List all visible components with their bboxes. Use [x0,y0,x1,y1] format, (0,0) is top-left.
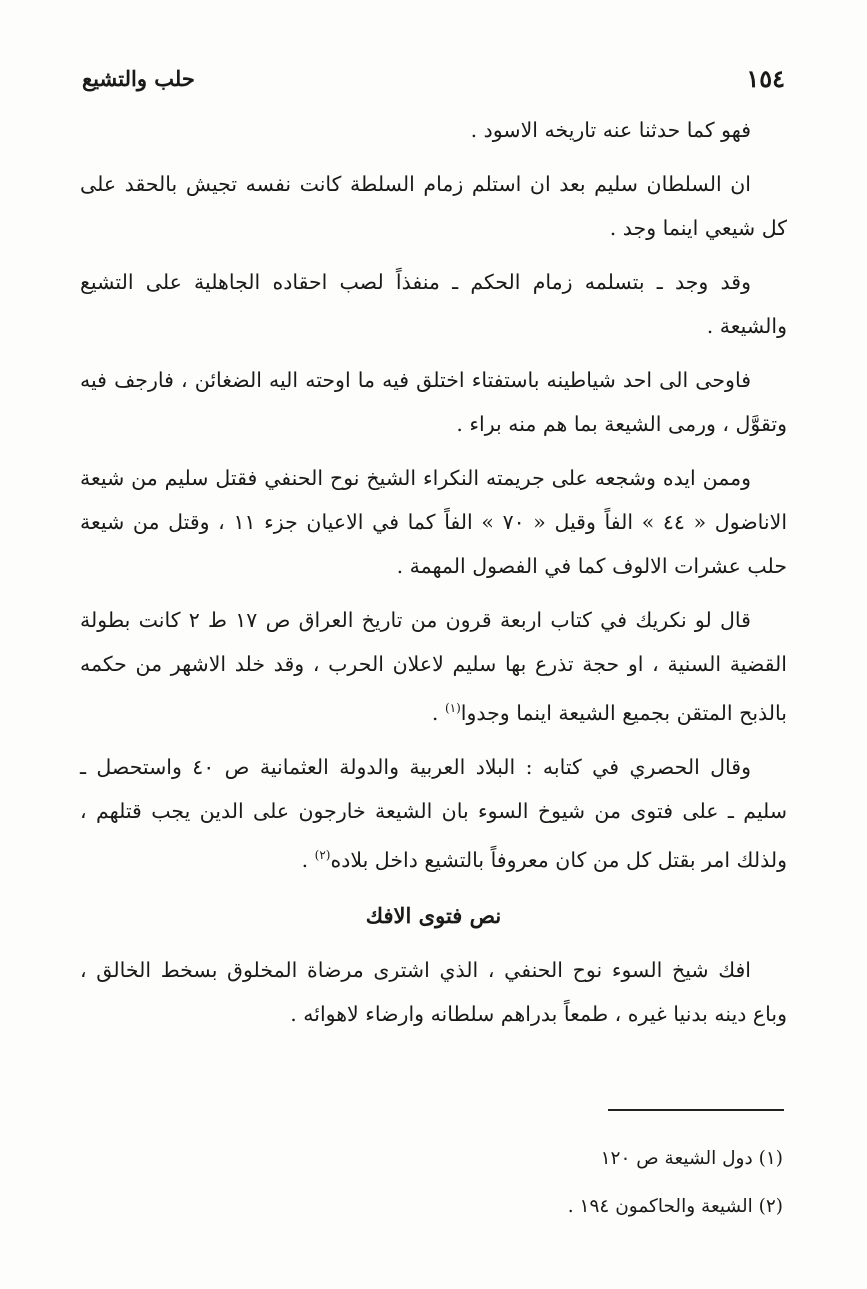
paragraph-3: وقد وجد ـ بتسلمه زمام الحكم ـ منفذاً لصب احقاده الجاهلية على التشيع والشيعة . [80,270,787,338]
footnote-mark-2: (٢) [314,847,331,862]
section-heading: نص فتوى الافك [365,902,502,928]
paragraph-2: ان السلطان سليم بعد ان استلم زمام السلطة كانت نفسه تجيش بالحقد على كل شيعي اينما وجد . [80,172,787,240]
paragraph-1: فهو كما حدثنا عنه تاريخه الاسود . [470,118,751,142]
paragraph-7-end: . [301,847,315,872]
footnote-2: (٢) الشيعة والحاكمون ١٩٤ . [567,1196,783,1217]
paragraph-6-end: . [431,700,445,725]
paragraph-6 [80,598,787,735]
paragraph-5: وممن ايده وشجعه على جريمته النكراء الشيخ نوح الحنفي فقتل سليم من شيعة الاناضول « ٤٤ » الفاً وقيل « ٧٠ » الفاً كما في الاعيان جزء ١١ ، وقتل من شيعة حلب عشرات الالوف كما في الفصول المهمة . [80,466,788,578]
page-number: ١٥٤ [746,64,785,93]
footnote-mark-1: (١) [444,701,461,715]
running-header-title: حلب والتشيع [82,66,195,91]
paragraph-6-text: قال لو نكريك في كتاب اربعة قرون من تاريخ العراق ص ١٧ ط ٢ كانت بطولة القضية السنية ، او حجة تذرع بها سليم لاعلان الحرب ، وقد خلد الاشهر من حكمه بالذبح المتقن بجميع الشيعة اينما وجدوا [80,608,787,725]
paragraph-7-text: وقال الحصري في كتابه : البلاد العربية والدولة العثمانية ص ٤٠ واستحصل ـ سليم ـ على فتوى من شيوخ السوء بان الشيعة خارجون على الدين يجب قتلهم ، ولذلك امر بقتل كل من كان معروفاً بالتشيع داخل بلاده [80,754,787,872]
footnote-separator [608,1109,784,1111]
paragraph-7 [80,745,787,882]
page-body [80,108,787,1046]
paragraph-4: فاوحى الى احد شياطينه باستفتاء اختلق فيه ما اوحته اليه الضغائن ، فارجف فيه وتقوَّل ، ورمى الشيعة بما هم منه براء . [80,368,787,436]
footnote-1: (١) دول الشيعة ص ١٢٠ [600,1148,783,1169]
fatwa-paragraph: افك شيخ السوء نوح الحنفي ، الذي اشترى مرضاة المخلوق بسخط الخالق ، وباع دينه بدنيا غيره ، طمعاً بدراهم سلطانه وارضاء لاهوائه . [80,957,787,1026]
